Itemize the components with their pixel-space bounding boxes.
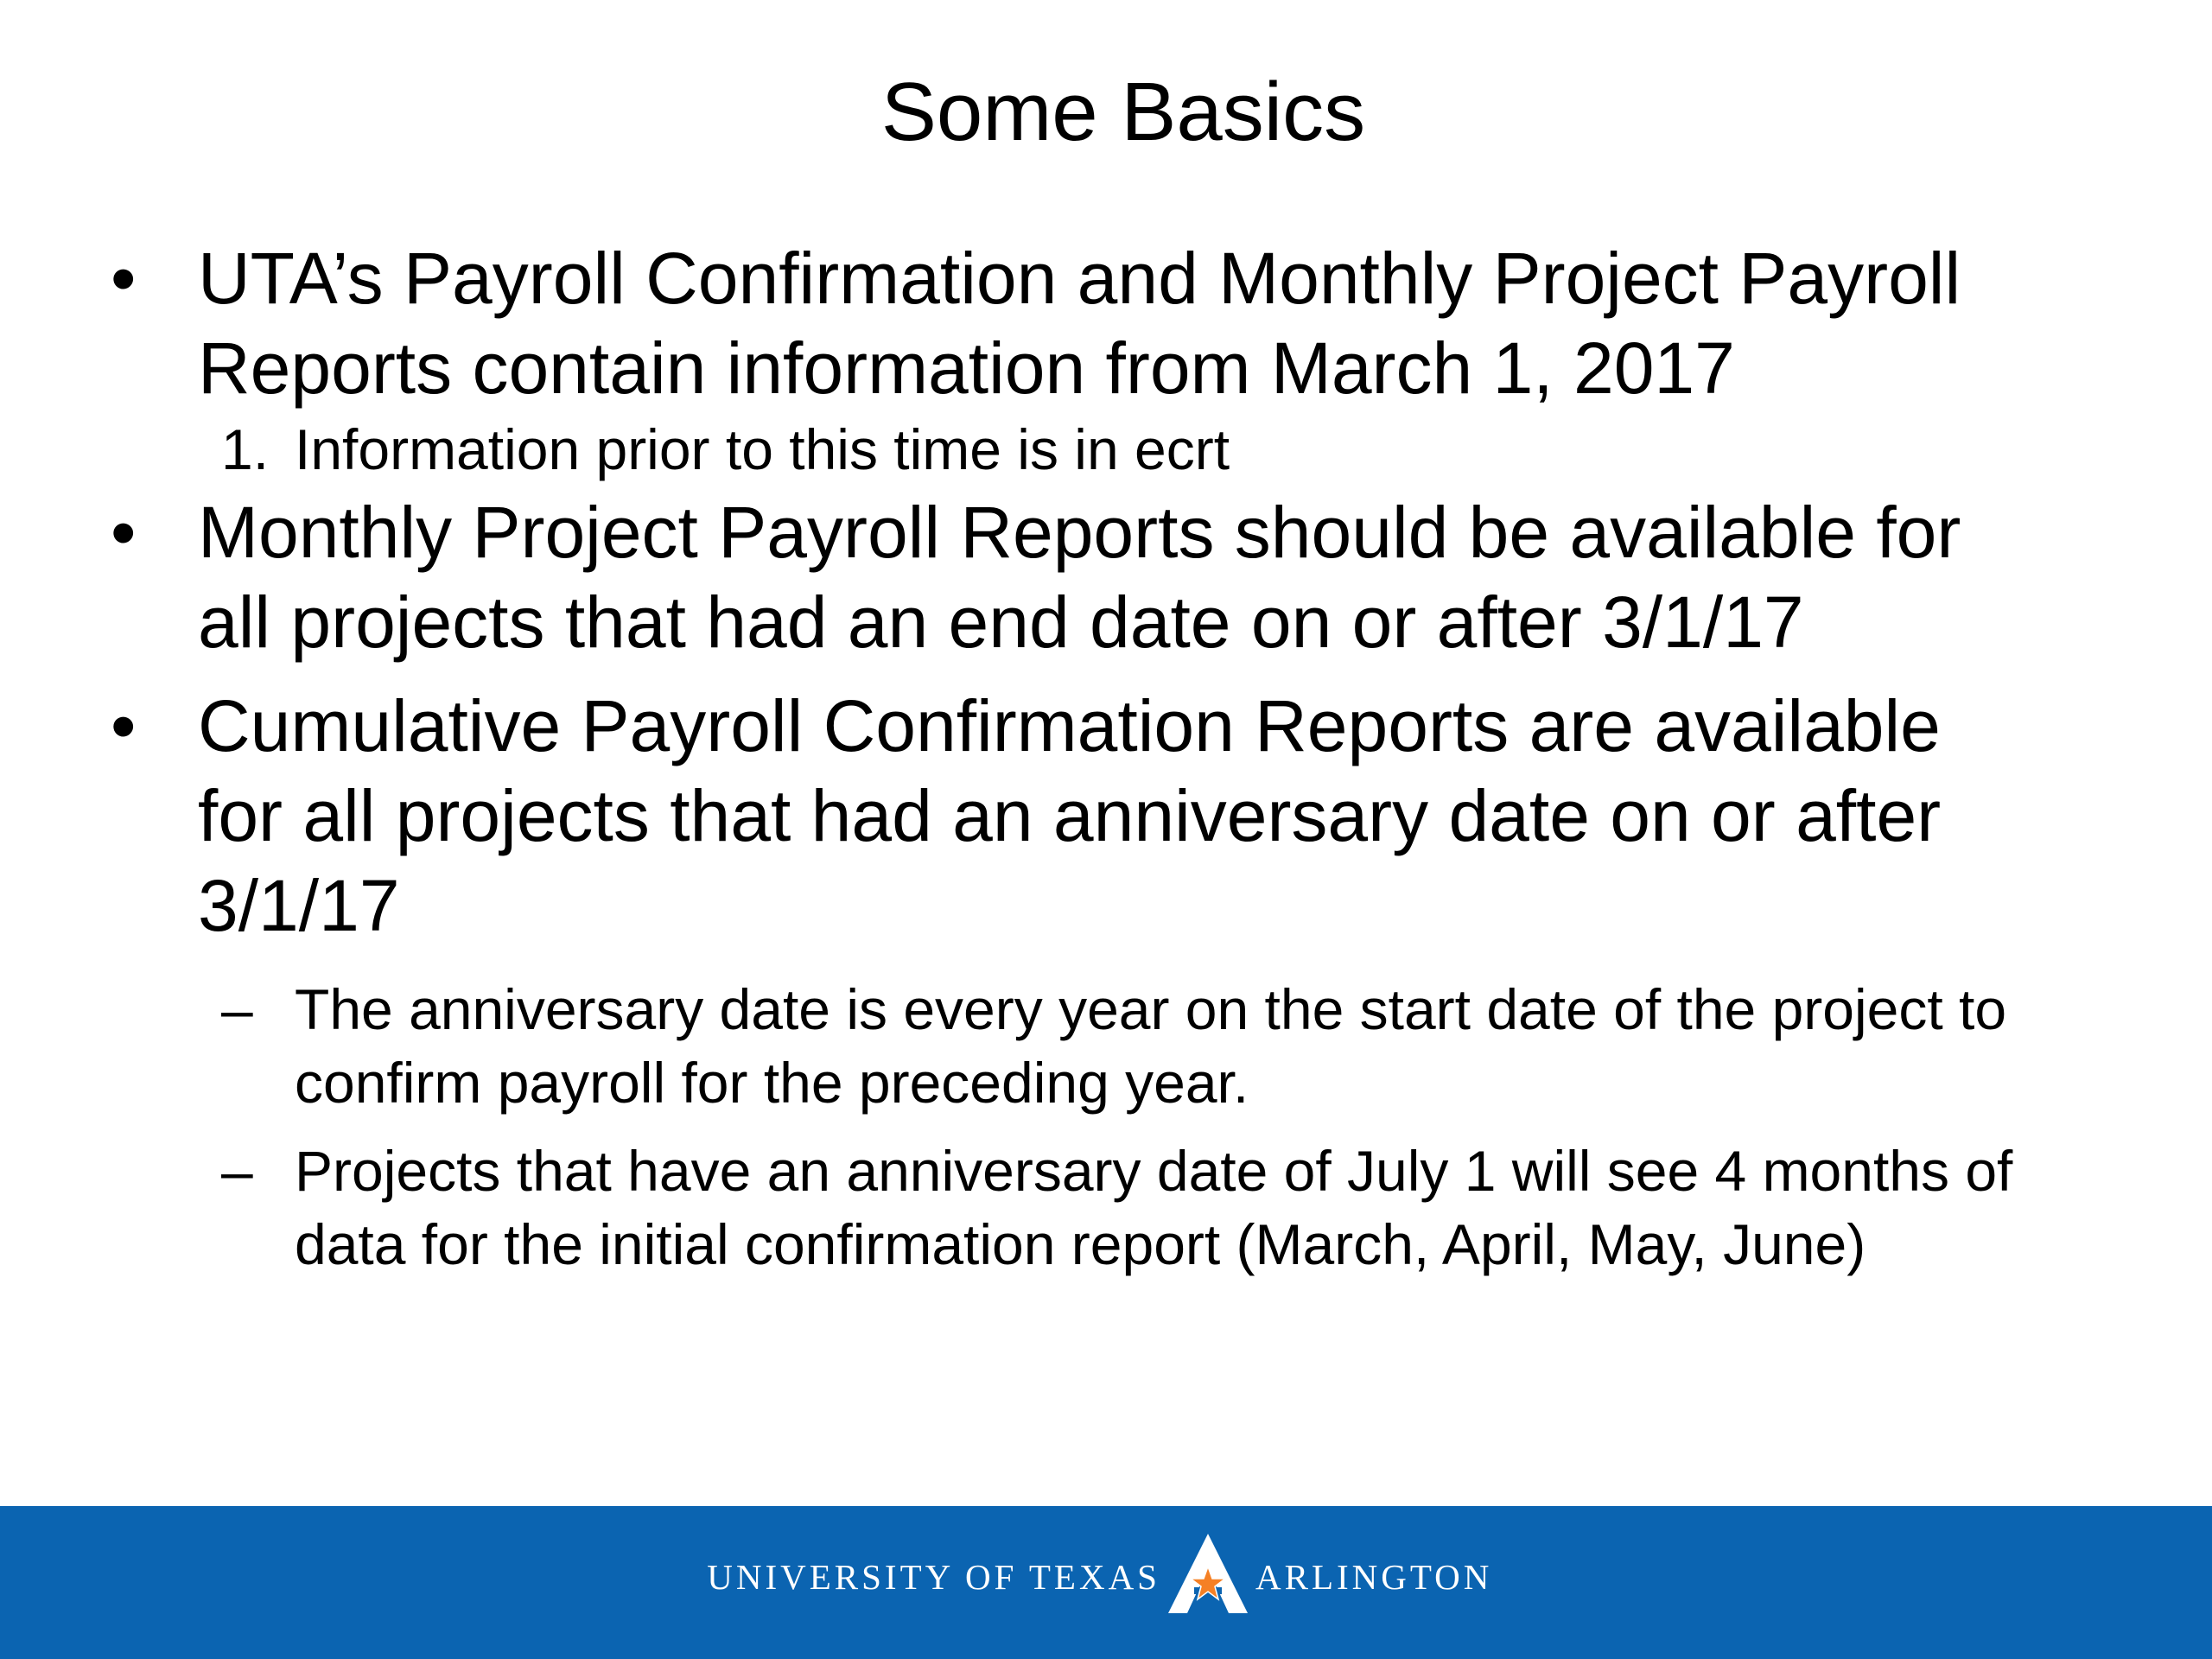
bullet-text: Monthly Project Payroll Reports should be available for all projects that had an end date on or after 3/1/17 [198,492,1961,663]
sub-bullet-item [111,973,2037,1120]
logo-text-university: UNIVERSITY OF TEXAS [707,1557,1160,1597]
slide-title: Some Basics [880,66,1366,158]
bullet-marker: • [111,492,137,573]
sub-bullet-item [111,1135,2037,1281]
bullet-item [111,487,2037,667]
sub-bullet-marker: 1. [221,417,270,481]
sub-bullet-marker: – [221,1139,253,1203]
uta-star-a-logo-icon [1165,1530,1251,1617]
bullet-marker: • [111,685,137,766]
sub-bullet-marker: – [221,977,253,1041]
sub-bullet-text: Projects that have an anniversary date of July 1 will see 4 months of data for the initial confirmation report (March, April, May, June) [295,1139,2013,1276]
bullet-item [111,233,2037,413]
sub-bullet-item [111,413,2037,486]
logo-text-arlington: ARLINGTON [1255,1557,1493,1597]
bullet-marker: • [111,238,137,319]
sub-bullet-text: The anniversary date is every year on the start date of the project to confirm payroll for the preceding year. [295,977,2007,1115]
bullet-item [111,681,2037,950]
bullet-text: Cumulative Payroll Confirmation Reports are available for all projects that had an anniversary date on or after 3/1/17 [198,685,1942,946]
sub-bullet-text: Information prior to this time is in ecrt [295,417,1230,481]
footer-band [0,1506,2212,1659]
bullet-list [111,233,2037,1281]
uta-logo [0,1506,2212,1659]
bullet-text: UTA’s Payroll Confirmation and Monthly Project Payroll Reports contain information from March 1, 2017 [198,238,1961,409]
